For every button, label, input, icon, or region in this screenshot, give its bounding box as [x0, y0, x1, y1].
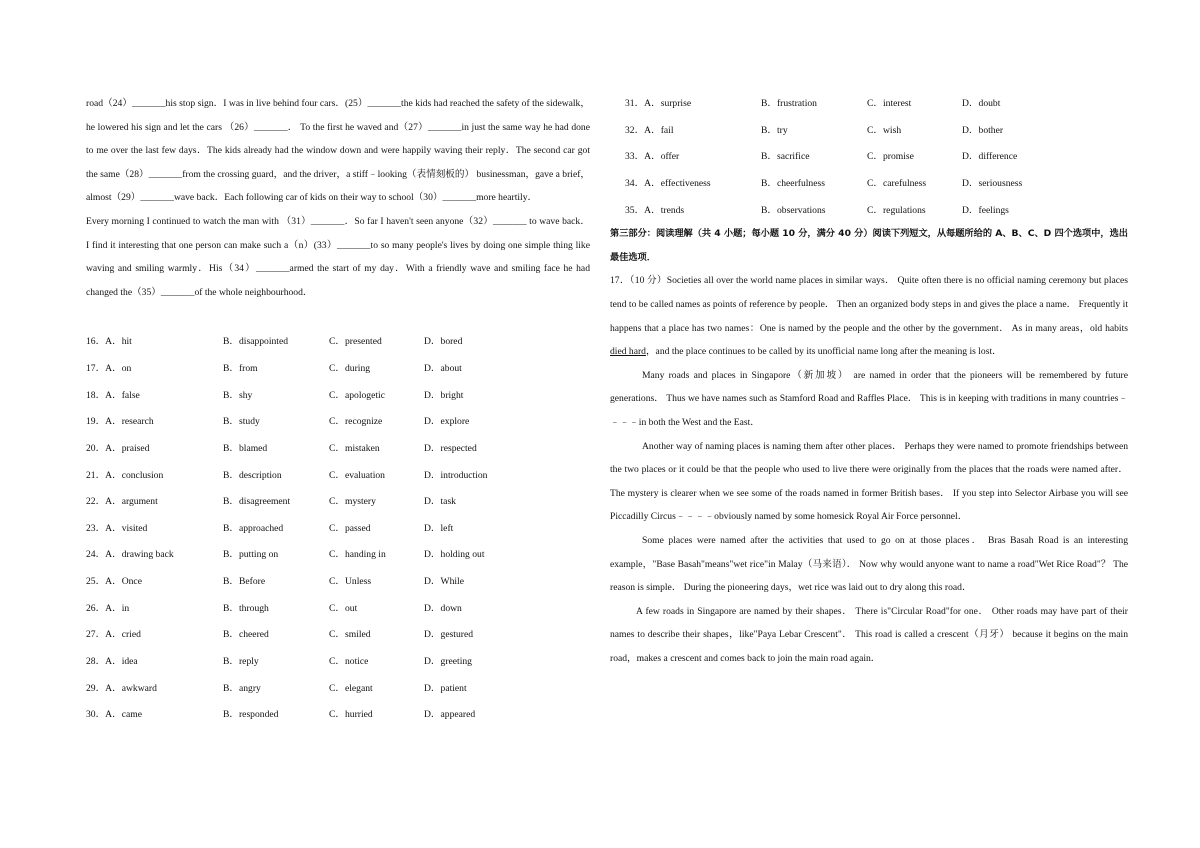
- option-c: C．out: [329, 602, 358, 614]
- q17-paragraph-1: [610, 269, 1128, 363]
- option-d: D．introduction: [424, 469, 488, 481]
- cloze-passage-part-2: Every morning I continued to watch the man with （31）_______．So far I haven't seen anyone（32）_______ to wave back． I find it interesting that one person can make such a（n）(33）_______to so many people's lives by doing one simple thing like waving and smiling warmly．His（34）_______armed the start of my day．With a friendly wave and smiling face he had changed the（35）_______of the whole neighbourhood．: [86, 215, 590, 298]
- option-row: [86, 463, 590, 490]
- option-row: [86, 489, 590, 516]
- option-b: B．description: [223, 469, 282, 481]
- option-b: B．cheerfulness: [761, 177, 825, 189]
- right-column: [610, 92, 1128, 670]
- option-a: 21．A．conclusion: [86, 469, 164, 481]
- option-c: C．wish: [867, 124, 902, 136]
- option-d: D．patient: [424, 682, 467, 694]
- option-d: D．gestured: [424, 629, 474, 641]
- option-b: B．observations: [761, 204, 826, 216]
- q17-paragraph-3: Another way of naming places is naming them after other places． Perhaps they were named to promote friendships between the two places or it could be that the people who used to live there were originally from the places that the roads were named after． The mystery is clearer when we see some of the roads named in former British bases． If you step into Selector Airbase you will see Piccadilly Circus﹣﹣﹣﹣obviously named by some homesick Royal Air Force personnel．: [610, 440, 1128, 523]
- option-d: D．down: [424, 602, 462, 614]
- option-row: [610, 91, 1128, 118]
- option-a: 20．A．praised: [86, 442, 150, 454]
- option-b: B．from: [223, 362, 258, 374]
- option-c: C．carefulness: [867, 177, 927, 189]
- option-b: B．approached: [223, 522, 284, 534]
- option-c: C．evaluation: [329, 469, 385, 481]
- option-d: D．doubt: [962, 98, 1001, 109]
- option-row: [86, 649, 590, 676]
- option-d: D．about: [424, 362, 462, 374]
- option-row: [610, 198, 1128, 225]
- option-d: D．While: [424, 576, 464, 588]
- option-row: [86, 436, 590, 463]
- option-row: [86, 542, 590, 569]
- option-a: 24．A．drawing back: [86, 549, 174, 561]
- option-row: [86, 383, 590, 410]
- option-a: 17．A．on: [86, 362, 132, 374]
- option-a: 27．A．cried: [86, 629, 141, 641]
- option-b: B．try: [761, 124, 788, 136]
- option-b: B．shy: [223, 389, 253, 401]
- option-d: D．explore: [424, 416, 470, 428]
- option-c: C．hurried: [329, 709, 373, 721]
- option-c: C．smiled: [329, 629, 371, 641]
- option-row: [610, 118, 1128, 145]
- option-c: C．presented: [329, 336, 382, 348]
- option-a: 32．A．fail: [625, 124, 674, 136]
- option-d: D．task: [424, 496, 456, 508]
- q17-paragraph-2: Many roads and places in Singapore（新加坡） are named in order that the pioneers will be remembered by future generations． Thus we have names such as Stamford Road and Raffles Place． This is in keeping with traditions in many countries﹣﹣﹣﹣in both the West and the East．: [610, 369, 1128, 428]
- option-row: [86, 356, 590, 383]
- option-c: C．promise: [867, 151, 914, 163]
- option-a: 33．A．offer: [625, 151, 680, 163]
- option-b: B．sacrifice: [761, 151, 810, 163]
- option-c: C．notice: [329, 656, 369, 668]
- option-row: [86, 516, 590, 543]
- option-c: C．apologetic: [329, 389, 385, 401]
- option-a: 16．A．hit: [86, 336, 132, 348]
- option-row: [610, 144, 1128, 171]
- option-b: B．angry: [223, 682, 261, 694]
- option-b: B．reply: [223, 656, 259, 668]
- option-row: [86, 676, 590, 703]
- option-b: B．Before: [223, 576, 266, 588]
- underlined-phrase: died hard: [610, 346, 646, 358]
- option-row: [86, 569, 590, 596]
- option-d: D．seriousness: [962, 177, 1023, 189]
- option-a: 35．A．trends: [625, 204, 685, 216]
- option-a: 25．A．Once: [86, 576, 142, 588]
- option-d: D．appeared: [424, 709, 476, 721]
- option-b: B．blamed: [223, 442, 268, 454]
- option-c: C．handing in: [329, 549, 386, 561]
- option-d: D．bright: [424, 389, 464, 401]
- option-a: 19．A．research: [86, 416, 154, 428]
- option-row: [86, 596, 590, 623]
- option-c: C．interest: [867, 98, 912, 109]
- option-d: D．greeting: [424, 656, 472, 668]
- option-c: C．recognize: [329, 416, 383, 428]
- cloze-options-16-30: [86, 329, 590, 729]
- q17-paragraph-4: Some places were named after the activities that used to go on at those places． Bras Basah Road is an interesting example，"Base Basah"means"wet rice"in Malay（马来语）． Now why would anyone want to name a road"Wet Rice Road"？ The reason is simple． During the pioneering days，wet rice was laid out to dry along this road．: [610, 534, 1128, 594]
- option-row: [86, 329, 590, 356]
- option-a: 18．A．false: [86, 389, 140, 401]
- option-row: [86, 702, 590, 729]
- option-d: D．respected: [424, 442, 477, 454]
- cloze-options-31-35: [610, 91, 1128, 224]
- option-b: B．study: [223, 416, 260, 428]
- option-b: B．through: [223, 602, 269, 614]
- option-d: D．bored: [424, 336, 463, 348]
- option-row: [610, 171, 1128, 198]
- option-c: C．passed: [329, 522, 371, 534]
- section-heading: 第三部分：阅读理解（共 4 小题；每小题 10 分，满分 40 分）阅读下列短文，从每题所给的 A、B、C、D 四个选项中，选出最佳选项．: [610, 228, 1128, 263]
- option-c: C．regulations: [867, 204, 926, 216]
- option-d: D．holding out: [424, 549, 485, 561]
- option-row: [86, 622, 590, 649]
- option-b: B．cheered: [223, 629, 269, 641]
- option-a: 28．A．idea: [86, 656, 138, 668]
- option-row: [86, 409, 590, 436]
- option-d: D．bother: [962, 124, 1004, 136]
- option-b: B．responded: [223, 709, 279, 721]
- option-a: 26．A．in: [86, 602, 130, 614]
- left-column: [86, 92, 590, 729]
- option-a: 29．A．awkward: [86, 682, 157, 694]
- option-a: 23．A．visited: [86, 522, 148, 534]
- option-d: D．left: [424, 522, 454, 534]
- option-b: B．putting on: [223, 549, 279, 561]
- option-b: B．frustration: [761, 98, 817, 109]
- option-c: C．mistaken: [329, 442, 380, 454]
- option-a: 22．A．argument: [86, 496, 158, 508]
- option-c: C．Unless: [329, 576, 372, 588]
- option-c: C．elegant: [329, 682, 373, 694]
- cloze-passage-part-1: road（24）_______his stop sign．I was in live behind four cars．(25）_______the kids had reached the safety of the sidewalk，he lowered his sign and let the cars （26）_______． To the first he waved and（27）_______in just the same way he had done to me over the last few days．The kids already had the window down and were happily waving their reply．The second car got the same（28）_______from the crossing guard，and the driver，a stiff﹣looking（表情刻板的） businessman，gave a brief，almost（29）_______wave back．Each following car of kids on their way to school（30）_______more heartily．: [86, 98, 590, 204]
- option-d: D．feelings: [962, 204, 1009, 216]
- option-b: B．disagreement: [223, 496, 291, 508]
- option-a: 30．A．came: [86, 709, 142, 721]
- option-c: C．during: [329, 362, 371, 374]
- q17-paragraph-1-tail: ，and the place continues to be called by its unofficial name long after the meaning is lost．: [645, 346, 1002, 358]
- q17-paragraph-5: A few roads in Singapore are named by their shapes． There is"Circular Road"for one． Other roads may have part of their names to describe their shapes，like"Paya Lebar Crescent"． This road is called a crescent（月牙） because it begins on the main road，makes a crescent and comes back to join the main road again．: [610, 605, 1128, 664]
- option-b: B．disappointed: [223, 336, 289, 348]
- option-c: C．mystery: [329, 496, 376, 508]
- option-d: D．difference: [962, 151, 1018, 163]
- option-a: 34．A．effectiveness: [625, 177, 711, 189]
- q17-paragraph-1-text: 17．（10 分）Societies all over the world name places in similar ways． Quite often there is no official naming ceremony but places tend to be called names as points of reference by people． Then an organized body steps in and gives the place a name． Frequently it happens that a place has two names：One is named by the people and the other by the government． As in many areas，old habits: [610, 275, 1128, 334]
- option-a: 31．A．surprise: [625, 98, 692, 109]
